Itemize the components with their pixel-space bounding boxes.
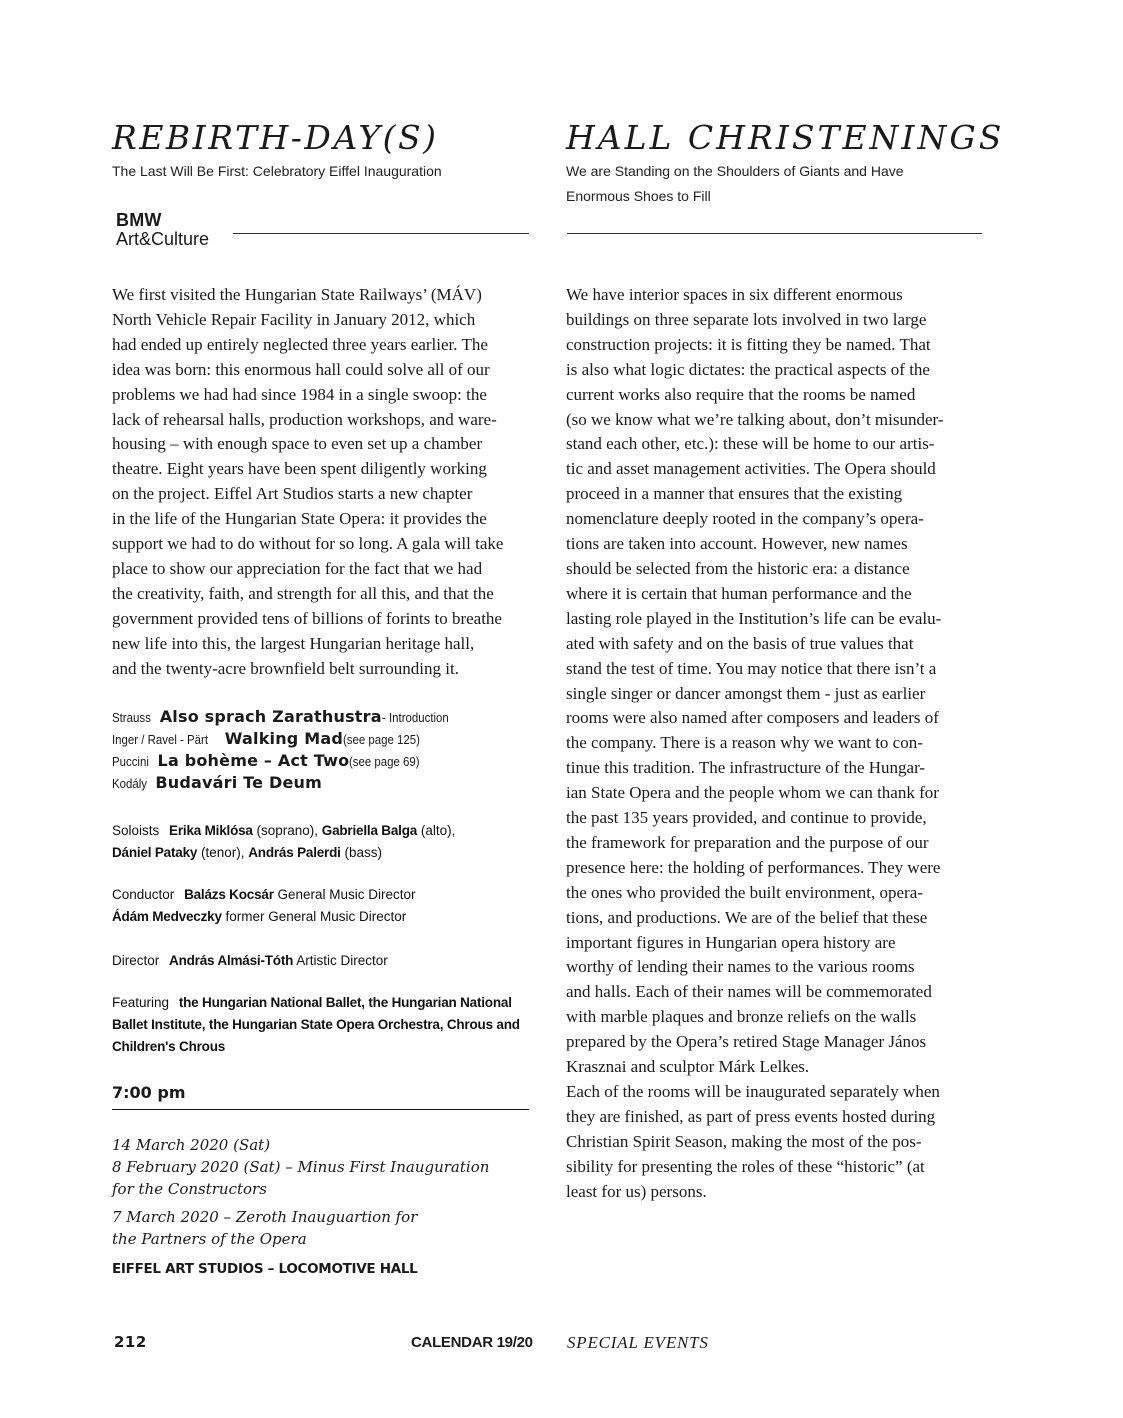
performer-name: Dániel Pataky <box>112 845 198 860</box>
performer-name: Erika Miklósa <box>169 823 253 838</box>
credit-label: Soloists <box>112 823 160 838</box>
article-body <box>566 283 986 1205</box>
program-item <box>112 750 532 772</box>
article-title: HALL CHRISTENINGS <box>566 118 1005 157</box>
credit-label: Featuring <box>112 995 170 1010</box>
work-title: Also sprach Zarathustra <box>159 707 382 726</box>
body-line: prepared by the Opera’s retired Stage Manager János <box>566 1032 927 1052</box>
body-line: theatre. Eight years have been spent diligently working <box>112 459 487 479</box>
performer-name: András Palerdi <box>248 845 341 860</box>
body-line: Christian Spirit Season, making the most of the pos- <box>566 1131 922 1151</box>
body-line: Each of the rooms will be inaugurated separately when <box>566 1082 940 1101</box>
subtitle-line: Enormous Shoes to Fill <box>566 188 711 204</box>
body-line: on the project. Eiffel Art Studios starts a new chapter <box>112 484 473 504</box>
body-line: the framework for preparation and the purpose of our <box>566 832 929 852</box>
conductor-role: General Music Director <box>273 887 416 902</box>
body-line: ated with safety and on the basis of true values that <box>566 633 914 653</box>
conductor-credit <box>112 884 532 928</box>
work-title: Budavári Te Deum <box>155 773 322 792</box>
soloists-credit <box>112 820 532 864</box>
article-subtitle <box>566 159 986 209</box>
conductor-role: former General Music Director <box>221 909 407 924</box>
body-line: and halls. Each of their names will be commemorated <box>566 982 932 1002</box>
body-line: North Vehicle Repair Facility in January 2012, which <box>112 309 476 329</box>
body-line: support we had to do without for so long. A gala will take <box>112 534 504 554</box>
performer-role: (soprano), <box>252 823 322 838</box>
credit-label: Director <box>112 953 160 968</box>
body-line: tic and asset management activities. The Opera should <box>566 459 936 479</box>
body-line: had ended up entirely neglected three years earlier. The <box>112 334 488 354</box>
body-line: the company. There is a reason why we want to con- <box>566 733 923 753</box>
work-title: Walking Mad <box>224 729 344 748</box>
body-line: single singer or dancer amongst them - just as earlier <box>566 683 926 703</box>
performer-name: Gabriella Balga <box>321 823 418 838</box>
event-dates <box>112 1134 532 1250</box>
body-line: We have interior spaces in six different enormous <box>566 285 903 304</box>
page-number: 212 <box>114 1333 147 1351</box>
composer: Kodály <box>112 776 147 791</box>
section-name: SPECIAL EVENTS <box>567 1333 709 1352</box>
program-item <box>112 706 532 728</box>
event-venue: EIFFEL ART STUDIOS – LOCOMOTIVE HALL <box>112 1261 418 1277</box>
body-line: in the life of the Hungarian State Opera: it provides the <box>112 509 487 529</box>
publication-name: CALENDAR 19/20 <box>411 1334 533 1351</box>
body-line: tinue this tradition. The infrastructure of the Hungar- <box>566 758 926 778</box>
composer: Inger / Ravel - Pärt <box>112 732 209 747</box>
program-item <box>112 728 532 750</box>
body-line: the ones who provided the built environment, opera- <box>566 882 923 902</box>
logo-line-1: BMW <box>116 210 162 230</box>
body-line: with marble plaques and bronze reliefs on the walls <box>566 1007 917 1027</box>
credit-label: Conductor <box>112 887 175 902</box>
event-subtitle: The Last Will Be First: Celebratory Eiffel Inauguration <box>112 163 442 179</box>
body-line: stand the test of time. You may notice that there isn’t a <box>566 658 937 678</box>
date-line: the Partners of the Opera <box>112 1230 307 1248</box>
body-line: tions are taken into account. However, new names <box>566 534 908 554</box>
work-note: - Introduction <box>381 710 449 725</box>
body-line: should be selected from the historic era: a distance <box>566 558 910 578</box>
time-divider <box>112 1109 529 1110</box>
body-line: rooms were also named after composers and leaders of <box>566 708 939 728</box>
body-line: sibility for presenting the roles of these “historic” (at <box>566 1156 925 1176</box>
performer-role: (alto), <box>417 823 456 838</box>
body-line: construction projects: it is fitting they be named. That <box>566 334 931 354</box>
header-divider <box>233 233 529 234</box>
event-description <box>112 283 532 682</box>
conductor-name: Ádám Medveczky <box>112 909 222 924</box>
logo-line-2: Art&Culture <box>116 229 210 249</box>
body-line: government provided tens of billions of forints to breathe <box>112 608 502 628</box>
body-line: the creativity, faith, and strength for all this, and that the <box>112 583 494 603</box>
body-line: proceed in a manner that ensures that the existing <box>566 484 903 504</box>
body-line: current works also require that the rooms be named <box>566 384 916 404</box>
event-time: 7:00 pm <box>112 1083 186 1102</box>
body-line: the past 135 years provided, and continue to provide, <box>566 808 927 828</box>
body-line: new life into this, the largest Hungarian heritage hall, <box>112 633 475 653</box>
performer-role: (bass) <box>340 845 382 860</box>
body-line: and the twenty-acre brownfield belt surrounding it. <box>112 658 459 678</box>
date-line: 7 March 2020 – Zeroth Inauguartion for <box>112 1208 418 1226</box>
body-line: lasting role played in the Institution’s life can be evalu- <box>566 608 942 628</box>
body-line: ian State Opera and the people whom we can thank for <box>566 783 939 803</box>
body-line: housing – with enough space to even set up a chamber <box>112 434 483 454</box>
director-name: András Almási-Tóth <box>169 953 294 968</box>
body-line: important figures in Hungarian opera history are <box>566 932 896 952</box>
conductor-name: Balázs Kocsár <box>184 887 274 902</box>
body-line: (so we know what we’re talking about, don’t misunder- <box>566 409 944 429</box>
body-line: We first visited the Hungarian State Railways’ (MÁV) <box>112 285 482 304</box>
body-line: problems we had had since 1984 in a single swoop: the <box>112 384 487 404</box>
body-line: lack of rehearsal halls, production workshops, and ware- <box>112 409 497 429</box>
body-line: Krasznai and sculptor Márk Lelkes. <box>566 1057 810 1077</box>
work-note: (see page 69) <box>349 754 420 769</box>
subtitle-line: We are Standing on the Shoulders of Giants and Have <box>566 163 904 179</box>
body-line: they are finished, as part of press events hosted during <box>566 1106 936 1126</box>
header-divider <box>567 233 982 234</box>
body-line: nomenclature deeply rooted in the company’s opera- <box>566 509 924 529</box>
body-line: presence here: the holding of performances. They were <box>566 857 941 877</box>
body-line: place to show our appreciation for the fact that we had <box>112 558 483 578</box>
body-line: least for us) persons. <box>566 1181 707 1201</box>
date-line: 14 March 2020 (Sat) <box>112 1136 271 1154</box>
program-list <box>112 706 532 794</box>
work-title: La bohème – Act Two <box>157 751 350 770</box>
program-item <box>112 772 532 794</box>
featuring-credit <box>112 992 532 1058</box>
body-line: where it is certain that human performance and the <box>566 583 912 603</box>
composer: Puccini <box>112 754 149 769</box>
date-line: 8 February 2020 (Sat) – Minus First Inauguration <box>112 1158 490 1176</box>
date-line: for the Constructors <box>112 1180 267 1198</box>
body-line: buildings on three separate lots involved in two large <box>566 309 927 329</box>
body-line: tions, and productions. We are of the belief that these <box>566 907 928 927</box>
work-note: (see page 125) <box>343 732 420 747</box>
event-title: REBIRTH-DAY(S) <box>112 118 439 157</box>
composer: Strauss <box>112 710 151 725</box>
director-credit <box>112 950 532 972</box>
body-line: is also what logic dictates: the practical aspects of the <box>566 359 930 379</box>
body-line: idea was born: this enormous hall could solve all of our <box>112 359 490 379</box>
body-line: worthy of lending their names to the various rooms <box>566 957 915 977</box>
body-line: stand each other, etc.): these will be home to our artis- <box>566 434 935 454</box>
bmw-art-culture-logo <box>116 211 209 249</box>
performer-role: (tenor), <box>197 845 249 860</box>
director-role: Artistic Director <box>293 953 388 968</box>
featuring-text: the Hungarian National Ballet, the Hungarian National Ballet Institute, the Hungarian State Opera Orchestra, Chrous and Children's Chrous <box>112 995 520 1054</box>
